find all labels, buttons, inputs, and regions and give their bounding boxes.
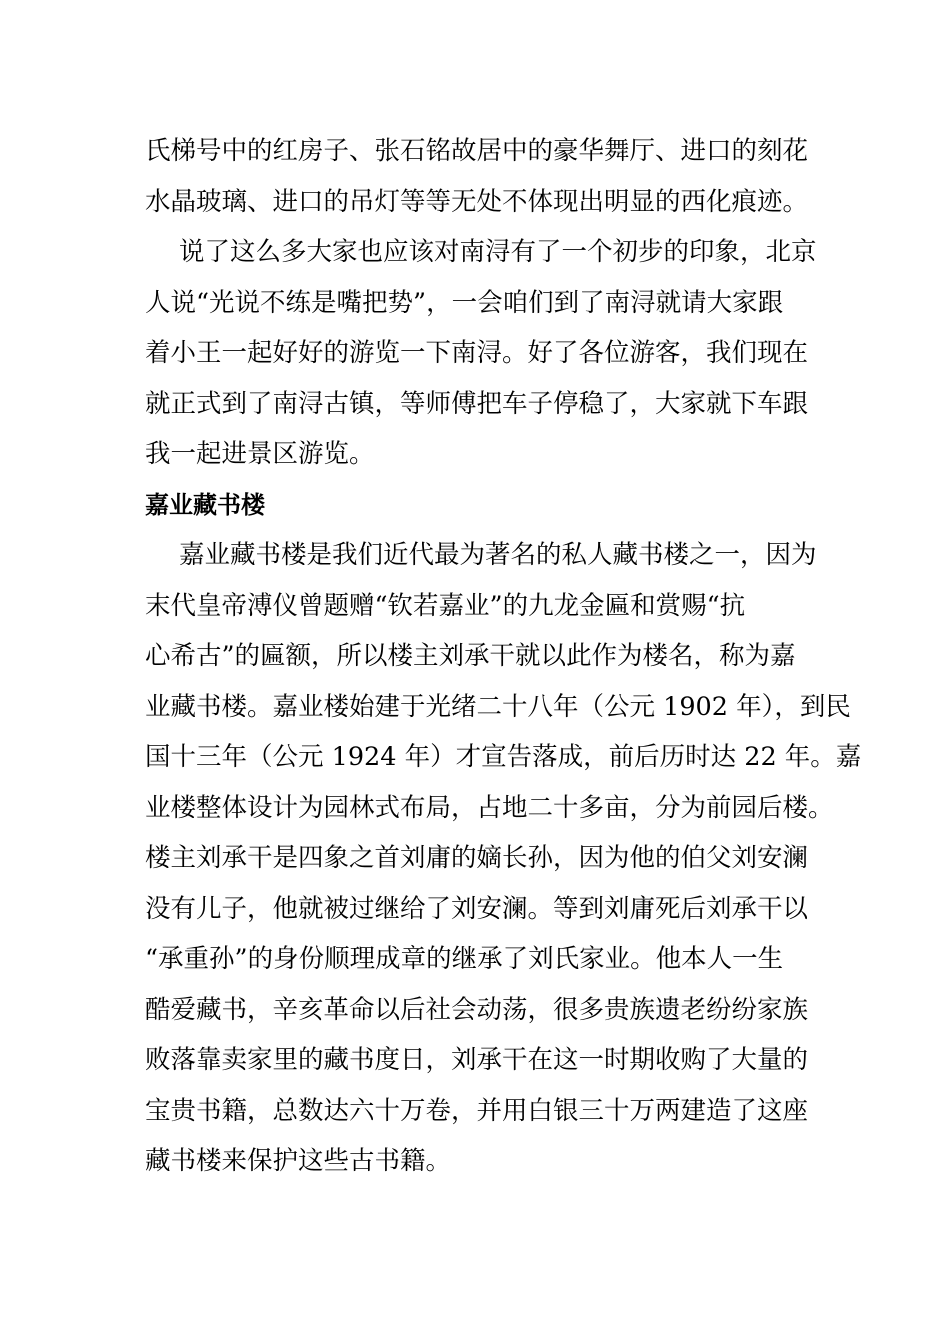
text-line: 就正式到了南浔古镇，等师傅把车子停稳了，大家就下车跟 bbox=[145, 388, 809, 419]
text-line: 我一起进景区游览。 bbox=[145, 439, 375, 469]
text-line: 国十三年（公元 1924 年）才宣告落成，前后历时达 22 年。嘉 bbox=[145, 742, 862, 772]
text-line: 心希古”的匾额，所以楼主刘承干就以此作为楼名，称为嘉 bbox=[145, 641, 796, 671]
paragraph-western-influence bbox=[145, 126, 810, 227]
document-page bbox=[145, 126, 862, 1187]
text-line: 氏梯号中的红房子、张石铭故居中的豪华舞厅、进口的刻花 bbox=[145, 136, 809, 166]
text-line: 嘉业藏书楼是我们近代最为著名的私人藏书楼之一，因为 bbox=[179, 540, 817, 570]
text-line: 楼主刘承干是四象之首刘庸的嫡长孙，因为他的伯父刘安澜 bbox=[145, 843, 809, 873]
text-line: 着小王一起好好的游览一下南浔。好了各位游客，我们现在 bbox=[145, 338, 809, 368]
text-line: 藏书楼来保护这些古书籍。 bbox=[145, 1146, 452, 1176]
paragraph-jiaye-library bbox=[145, 530, 862, 1187]
text-line: 业藏书楼。嘉业楼始建于光绪二十八年（公元 1902 年），到民 bbox=[145, 691, 851, 722]
text-line: 水晶玻璃、进口的吊灯等等无处不体现出明显的西化痕迹。 bbox=[145, 186, 809, 217]
text-line: 末代皇帝溥仪曾题赠“钦若嘉业”的九龙金匾和赏赐“抗 bbox=[145, 590, 746, 621]
text-line: “承重孙”的身份顺理成章的继承了刘氏家业。他本人一生 bbox=[145, 944, 784, 974]
text-line: 人说“光说不练是嘴把势”，一会咱们到了南浔就请大家跟 bbox=[145, 287, 784, 318]
text-line: 业楼整体设计为园林式布局，占地二十多亩，分为前园后楼。 bbox=[145, 792, 834, 823]
text-line: 败落靠卖家里的藏书度日，刘承干在这一时期收购了大量的 bbox=[145, 1045, 809, 1075]
paragraph-arrival-nanxun bbox=[145, 227, 817, 480]
section-heading: 嘉业藏书楼 bbox=[145, 490, 265, 519]
text-line: 没有儿子，他就被过继给了刘安澜。等到刘庸死后刘承干以 bbox=[145, 893, 809, 924]
text-line: 酷爱藏书，辛亥革命以后社会动荡，很多贵族遗老纷纷家族 bbox=[145, 994, 809, 1025]
text-line: 说了这么多大家也应该对南浔有了一个初步的印象，北京 bbox=[179, 237, 817, 267]
text-line: 宝贵书籍，总数达六十万卷，并用白银三十万两建造了这座 bbox=[145, 1095, 809, 1126]
